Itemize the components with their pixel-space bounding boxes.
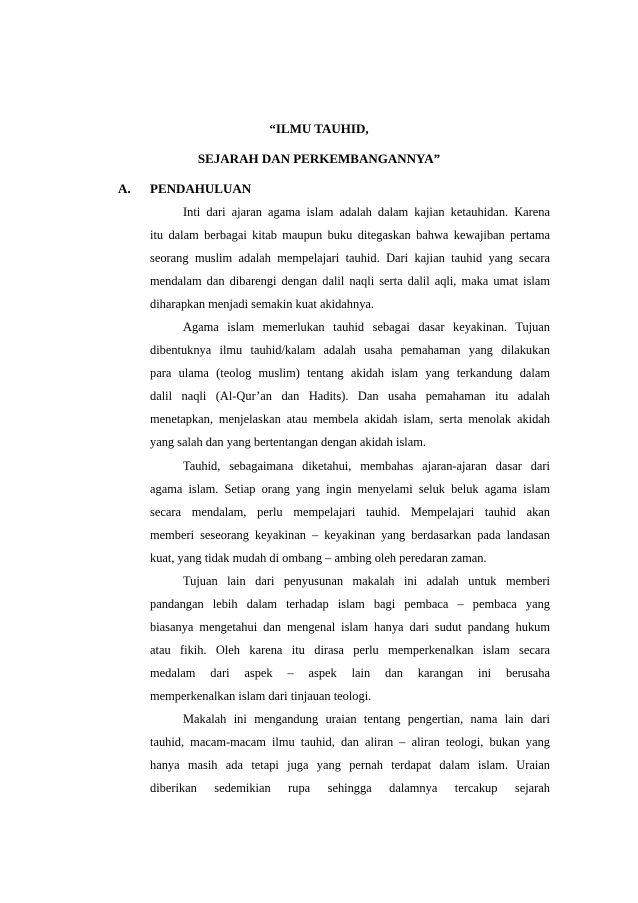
text-line: hanya masih ada tetapi juga yang pernah terdapat dalam islam. Uraian bbox=[150, 758, 550, 773]
text-line: Tauhid, sebagaimana diketahui, membahas ajaran-ajaran dasar dari bbox=[183, 458, 550, 473]
text-line: kuat, yang tidak mudah di ombang – ambing oleh peredaran zaman. bbox=[150, 550, 487, 565]
paragraph bbox=[150, 201, 550, 316]
text-line: dibentuknya ilmu tauhid/kalam adalah usaha pemahaman yang dilakukan bbox=[150, 343, 550, 358]
paragraph bbox=[150, 708, 550, 800]
text-line: seorang muslim adalah mempelajari tauhid. Dari kajian tauhid yang secara bbox=[150, 251, 550, 266]
text-line: Inti dari ajaran agama islam adalah dalam kajian ketauhidan. Karena bbox=[183, 205, 550, 219]
text-line: secara mendalam, perlu mempelajari tauhid. Mempelajari tauhid akan bbox=[150, 504, 550, 519]
text-line: itu dalam berbagai kitab maupun buku ditegaskan bahwa kewajiban pertama bbox=[150, 228, 550, 243]
body-text bbox=[150, 201, 550, 800]
text-line: diberikan sedemikian rupa sehingga dalamnya tercakup sejarah bbox=[150, 781, 550, 796]
text-line: tauhid, macam-macam ilmu tauhid, dan aliran – aliran teologi, bukan yang bbox=[150, 735, 550, 750]
text-line: memberi seseorang keyakinan – keyakinan yang berdasarkan pada landasan bbox=[150, 527, 550, 542]
text-line: menetapkan, menjelaskan atau membela akidah islam, serta menolak akidah bbox=[150, 412, 550, 427]
text-line: mendalam dan dibarengi dengan dalil naqli serta dalil aqli, maka umat islam bbox=[150, 274, 550, 289]
text-line: yang salah dan yang bertentangan dengan akidah islam. bbox=[150, 435, 426, 450]
text-line: medalam dari aspek – aspek lain dan karangan ini berusaha bbox=[150, 665, 550, 680]
text-line: biasanya mengetahui dan mengenal islam hanya dari sudut pandang hukum bbox=[150, 619, 550, 634]
text-line: agama islam. Setiap orang yang ingin menyelami seluk beluk agama islam bbox=[150, 481, 550, 496]
text-line: diharapkan menjadi semakin kuat akidahnya. bbox=[150, 297, 374, 312]
section-heading: PENDAHULUAN bbox=[150, 181, 252, 196]
text-line: Tujuan lain dari penyusunan makalah ini adalah untuk memberi bbox=[183, 573, 550, 588]
paragraph bbox=[150, 316, 550, 454]
section-number: A. bbox=[118, 181, 131, 196]
text-line: atau fikih. Oleh karena itu dirasa perlu memperkenalkan islam secara bbox=[150, 642, 550, 657]
text-line: pandangan lebih dalam terhadap islam bagi pembaca – pembaca yang bbox=[150, 596, 550, 611]
title-line-1: “ILMU TAUHID, bbox=[269, 121, 369, 136]
paragraph bbox=[150, 455, 550, 570]
text-line: memperkenalkan islam dari tinjauan teologi. bbox=[150, 688, 372, 703]
text-line: Makalah ini mengandung uraian tentang pengertian, nama lain dari bbox=[183, 712, 550, 727]
title-line-2: SEJARAH DAN PERKEMBANGANNYA” bbox=[197, 151, 441, 166]
text-line: para ulama (teolog muslim) tentang akidah islam yang terkandung dalam bbox=[150, 366, 550, 381]
paragraph bbox=[150, 570, 550, 708]
text-line: dalil naqli (Al-Qur’an dan Hadits). Dan usaha pemahaman itu adalah bbox=[150, 389, 550, 404]
text-line: Agama islam memerlukan tauhid sebagai dasar keyakinan. Tujuan bbox=[183, 320, 550, 335]
